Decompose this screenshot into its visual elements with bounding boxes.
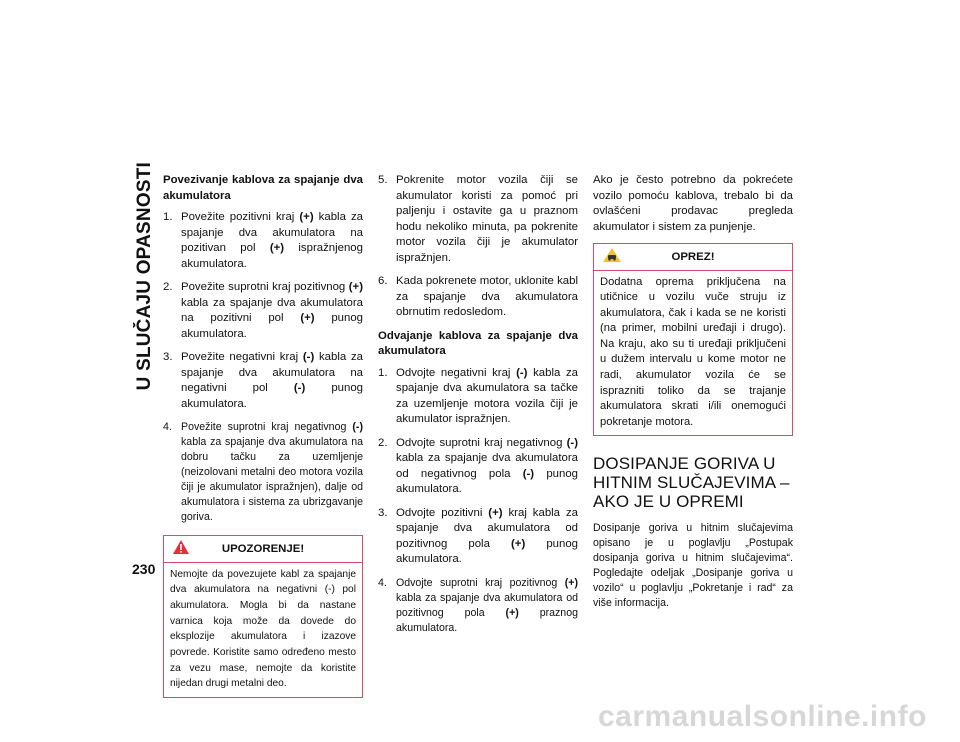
warning-title: UPOZORENJE! bbox=[221, 543, 305, 555]
list-item: 5. Pokrenite motor vozila čiji se akumulator koristi za pomoć pri paljenju i ostavite ga u praznom hodu nekoliko minuta, pa pokrenite motor vozila čiji je akumulator ispražnjen. bbox=[378, 174, 578, 264]
column-3 bbox=[593, 173, 793, 611]
column-1 bbox=[163, 173, 363, 698]
column-2 bbox=[378, 173, 578, 644]
page-number: 230 bbox=[132, 561, 156, 577]
list-item: 3. Odvojte pozitivni (+) kraj kabla za spajanje dva akumulatora od pozitivnog pola (+) punog akumulatora. bbox=[378, 506, 579, 565]
side-tab bbox=[134, 162, 156, 592]
caution-text: Dodatna oprema priključena na utičnice u vozilu vuče struju iz akumulatora, čak i kada se ne koristi (na primer, mobilni uređaji i drugo). Na kraju, ako su ti uređaji priključeni u dužem intervalu u kome motor ne radi, akumulator vozila će se isprazniti toliko da se trajanje akumulatora skrati i/ili onemogući pokretanje motora. bbox=[600, 275, 786, 428]
list-item: 2. Povežite suprotni kraj pozitivnog (+) kabla za spajanje dva akumulatora na pozitivni pol (+) punog akumulatora. bbox=[163, 281, 363, 340]
list-item: 2. Odvojte suprotni kraj negativnog (-) kabla za spajanje dva akumulatora od negativnog pola (-) punog akumulatora. bbox=[378, 436, 578, 495]
section-heading-connect: Povezivanje kablova za spajanje dva akumulatora bbox=[163, 174, 363, 202]
intro-paragraph: Ako je često potrebno da pokrećete vozilo pomoću kablova, trebalo bi da ovlašćeni prodavac pregleda akumulator i sistem za punjenje. bbox=[593, 174, 793, 233]
list-item: 3. Povežite negativni kraj (-) kabla za spajanje dva akumulatora na negativni pol (-) punog akumulatora. bbox=[163, 351, 363, 410]
list-item: 1. Odvojte negativni kraj (-) kabla za spajanje dva akumulatora sa tačke za uzemljenje motora vozila čiji je akumulator ispražnjen. bbox=[378, 366, 578, 425]
section-paragraph: Dosipanje goriva u hitnim slučajevima opisano je u poglavlju „Postupak dosipanja goriva u hitnim slučajevima“. Pogledajte odeljak „Dosipanje goriva u vozilo“ u poglavlju „Pokretanje i rad“ za više informacija. bbox=[593, 522, 793, 610]
section-title: DOSIPANJE GORIVA U HITNIM SLUČAJEVIMA – AKO JE U OPREMI bbox=[593, 454, 790, 512]
list-item: 6. Kada pokrenete motor, uklonite kabl za spajanje dva akumulatora obrnutim redosledom. bbox=[378, 275, 578, 318]
footer-watermark: carmanualsonline.info bbox=[598, 700, 927, 733]
warning-triangle-icon bbox=[172, 539, 190, 561]
side-tab-label: U SLUČAJU OPASNOSTI bbox=[134, 162, 155, 391]
warning-text: Nemojte da povezujete kabl za spajanje dva akumulatora na negativni (-) pol akumulatora. Mogla bi da nastane varnica koja može da dovede do eksplozije akumulatora i izazove povrede. Koristite samo određeno mesto za vezu mase, nemojte da koristite nijedan drugi metalni deo. bbox=[170, 568, 356, 690]
list-item: 1. Povežite pozitivni kraj (+) kabla za spajanje dva akumulatora na pozitivan pol (+) ispražnjenog akumulatora. bbox=[163, 211, 363, 270]
list-item: 4. Povežite suprotni kraj negativnog (-) kabla za spajanje dva akumulatora na dobru tačku za uzemljenje (neizolovani metalni deo motora vozila čiji je akumulator ispražnjen), dalje od akumulatora i sistema za ubrizgavanje goriva. bbox=[163, 421, 363, 523]
caution-box bbox=[593, 243, 793, 436]
caution-title: OPREZ! bbox=[671, 251, 715, 263]
warning-box bbox=[163, 535, 363, 698]
list-item: 4. Odvojte suprotni kraj pozitivnog (+) kabla za spajanje dva akumulatora od pozitivnog pola (+) praznog akumulatora. bbox=[378, 576, 578, 634]
section-heading-disconnect: Odvajanje kablova za spajanje dva akumulatora bbox=[378, 329, 578, 357]
connect-list bbox=[163, 210, 363, 525]
car-caution-icon bbox=[602, 247, 622, 269]
